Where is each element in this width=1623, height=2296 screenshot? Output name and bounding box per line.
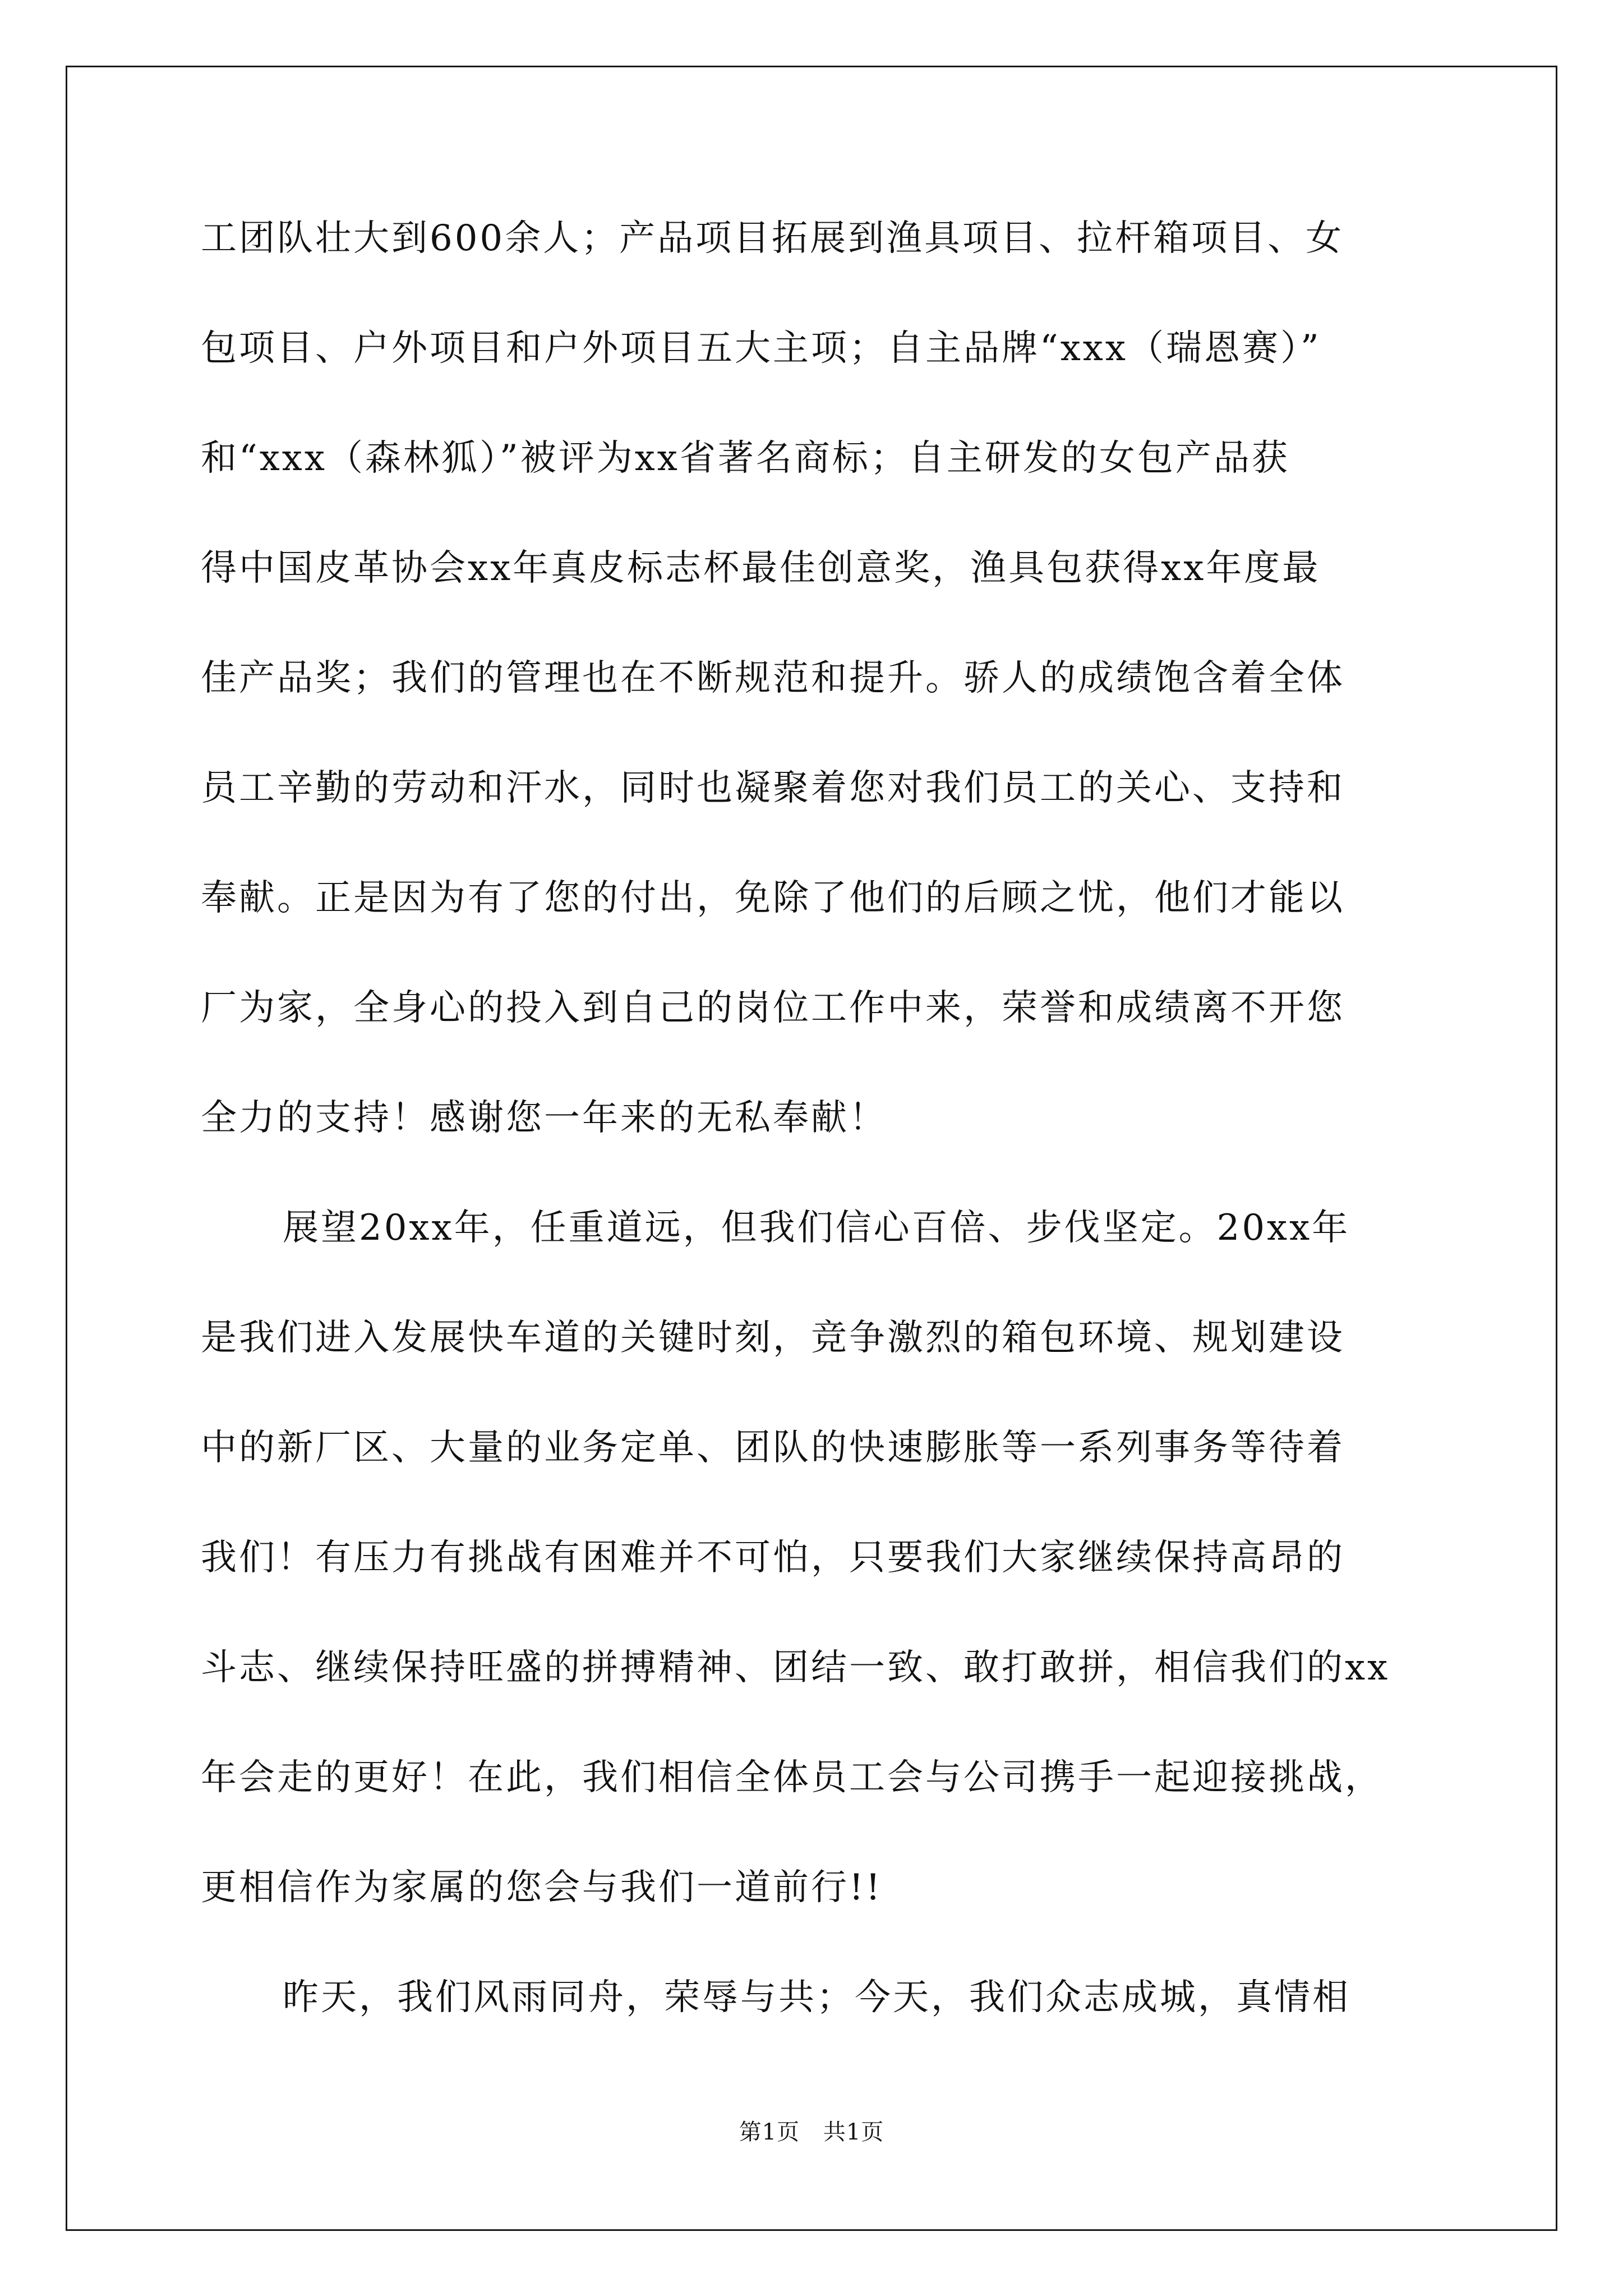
text-line: 奉献。正是因为有了您的付出，免除了他们的后顾之忧，他们才能以 — [201, 877, 1345, 919]
text-line: 全力的支持！感谢您一年来的无私奉献！ — [201, 1097, 887, 1139]
text-line: 是我们进入发展快车道的关键时刻，竞争激烈的箱包环境、规划建设 — [201, 1317, 1345, 1359]
text-line: 中的新厂区、大量的业务定单、团队的快速膨胀等一系列事务等待着 — [201, 1427, 1345, 1469]
page-total: 共1页 — [823, 2119, 884, 2145]
text-line: 昨天，我们风雨同舟，荣辱与共；今天，我们众志成城，真情相 — [283, 1977, 1350, 2018]
text-line: 得中国皮革协会xx年真皮标志杯最佳创意奖，渔具包获得xx年度最 — [201, 547, 1321, 589]
text-line: 更相信作为家属的您会与我们一道前行!! — [201, 1867, 883, 1908]
text-line: 斗志、继续保持旺盛的拼搏精神、团结一致、敢打敢拼，相信我们的xx — [201, 1647, 1390, 1688]
text-line: 佳产品奖；我们的管理也在不断规范和提升。骄人的成绩饱含着全体 — [201, 657, 1345, 699]
text-line: 包项目、户外项目和户外项目五大主项；自主品牌“xxx（瑞恩赛）” — [201, 328, 1321, 369]
page-footer — [0, 2118, 1623, 2147]
text-line: 和“xxx（森林狐）”被评为xx省著名商标；自主研发的女包产品获 — [201, 438, 1290, 479]
text-line: 展望20xx年，任重道远，但我们信心百倍、步伐坚定。20xx年 — [283, 1207, 1350, 1249]
text-line: 厂为家，全身心的投入到自己的岗位工作中来，荣誉和成绩离不开您 — [201, 987, 1345, 1029]
text-line: 工团队壮大到600余人；产品项目拓展到渔具项目、拉杆箱项目、女 — [201, 218, 1344, 259]
page-number: 第1页 — [739, 2119, 800, 2145]
text-line: 年会走的更好！在此，我们相信全体员工会与公司携手一起迎接挑战， — [201, 1757, 1383, 1798]
text-line: 员工辛勤的劳动和汗水，同时也凝聚着您对我们员工的关心、支持和 — [201, 767, 1345, 809]
text-line: 我们！有压力有挑战有困难并不可怕，只要我们大家继续保持高昂的 — [201, 1537, 1345, 1579]
